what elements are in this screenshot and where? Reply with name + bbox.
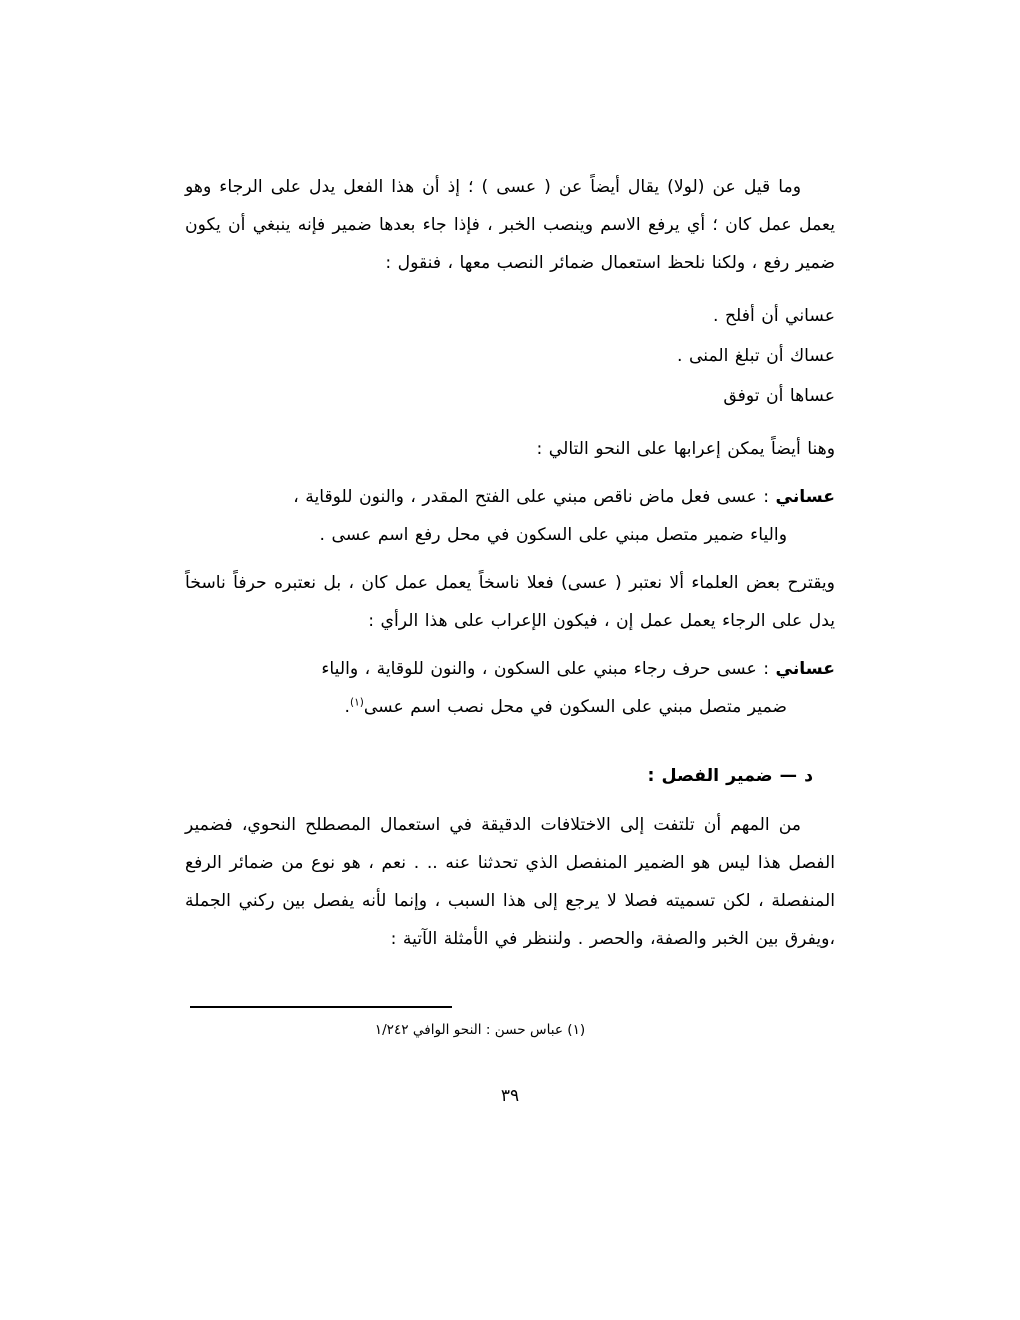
spacer (185, 420, 835, 430)
analysis-one-line-1: : عسى فعل ماض ناقص مبني على الفتح المقدر ، والنون للوقاية ، (293, 487, 776, 507)
page-number: ٣٩ (500, 1086, 520, 1106)
spacer (185, 796, 835, 806)
paragraph-opening: وما قيل عن (لولا) يقال أيضاً عن ( عسى ) ؛ إذ أن هذا الفعل يدل على الرجاء وهو يعمل عمل كان ؛ أي يرفع الاسم وينصب الخبر ، فإذا جاء بعدها ضمير فإنه ينبغي أن يكون ضمير رفع ، ولكنا نلحظ استعمال ضمائر النصب معها ، فنقول : (185, 177, 835, 273)
section-heading-damir-al-fasl: د — ضمير الفصل : (647, 766, 813, 786)
spacer (185, 726, 835, 756)
analysis-two-line-1: : عسى حرف رجاء مبني على السكون ، والنون للوقاية ، والياء (321, 659, 776, 679)
example-sentence-3: عساها أن توفق (723, 386, 835, 406)
spacer (185, 554, 835, 564)
footnote-separator-rule (190, 1006, 452, 1008)
spacer (185, 282, 835, 292)
analysis-one-lemma: عساني (775, 487, 835, 507)
analysis-two-line-2-end: . (344, 697, 350, 717)
grammatical-analysis-one (185, 478, 835, 554)
spacer (185, 468, 835, 478)
spacer (185, 640, 835, 650)
grammatical-analysis-two (185, 650, 835, 726)
footnote-area (185, 1006, 835, 1038)
example-sentence-list (185, 296, 835, 416)
paragraph-closing: من المهم أن تلتفت إلى الاختلافات الدقيقة في استعمال المصطلح النحوي، فضمير الفصل هذا ليس هو الضمير المنفصل الذي تحدثنا عنه .. . نعم ، هو نوع من ضمائر الرفع المنفصلة ، لكن تسميته فصلا لا يرجع إلى هذا السبب ، وإنما لأنه يفصل بين ركني الجملة ،ويفرق بين الخبر والصفة، والحصر . ولننظر في الأمثلة الآتية : (185, 815, 835, 949)
example-sentence-1: عساني أن أفلح . (713, 306, 835, 326)
footnote-citation: (١) عباس حسن : النحو الوافي ١/٢٤٢ (374, 1022, 586, 1038)
paragraph-parsing-intro: وهنا أيضاً يمكن إعرابها على النحو التالي : (536, 439, 835, 459)
analysis-one-line-2: والياء ضمير متصل مبني على السكون في محل رفع اسم عسى . (319, 525, 787, 545)
page-text-block (185, 168, 835, 958)
paragraph-alternate-view: ويقترح بعض العلماء ألا نعتبر ( عسى) فعلا ناسخاً يعمل عمل كان ، بل نعتبره حرفاً ناسخاً يدل على الرجاء يعمل عمل إن ، فيكون الإعراب على هذا الرأي : (185, 573, 835, 631)
analysis-two-lemma: عساني (775, 659, 835, 679)
analysis-two-line-2-text: ضمير متصل مبني على السكون في محل نصب اسم عسى (363, 697, 787, 717)
analysis-two-line-2 (185, 688, 835, 726)
footnote-reference-marker[interactable]: (١) (349, 696, 364, 709)
example-sentence-2: عساك أن تبلغ المنى . (677, 346, 835, 366)
